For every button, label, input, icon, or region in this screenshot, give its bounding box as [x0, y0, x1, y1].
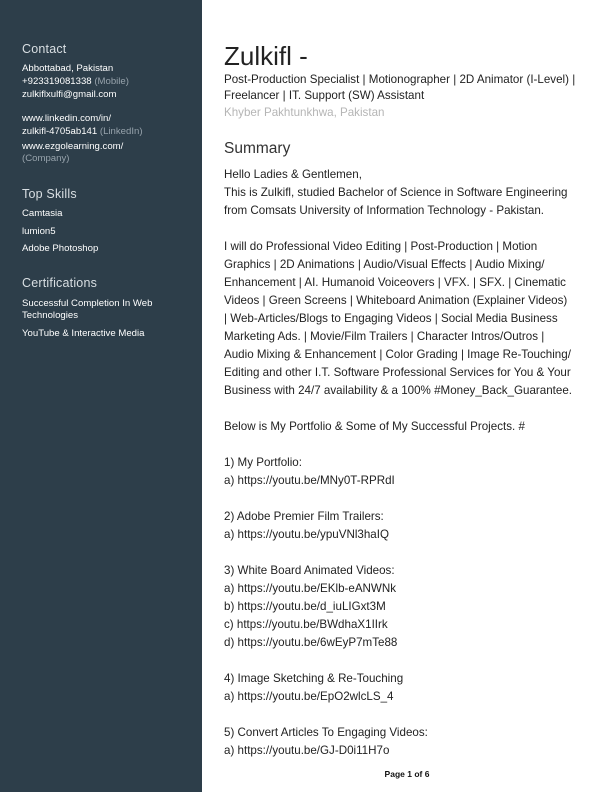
summary-line: Below is My Portfolio & Some of My Successful Projects. # — [224, 420, 525, 433]
summary-line: Hello Ladies & Gentlemen, — [224, 168, 362, 181]
summary-line: Audio Mixing & Enhancement | Color Grading | Image Re-Touching/ — [224, 348, 571, 361]
summary-line: Videos | Green Screens | Whiteboard Animation (Explainer Videos) — [224, 294, 568, 307]
portfolio-link[interactable]: a) https://youtu.be/EKlb-eANWNk — [224, 582, 397, 595]
summary-line: Enhancement | AI. Humanoid Voiceovers | VFX. | SFX. | Cinematic — [224, 276, 566, 289]
linkedin-url-line1[interactable]: www.linkedin.com/in/ — [22, 113, 112, 124]
portfolio-heading: 4) Image Sketching & Re-Touching — [224, 672, 404, 685]
portfolio-heading: 2) Adobe Premier Film Trailers: — [224, 510, 384, 523]
skill-item: lumion5 — [22, 226, 56, 237]
contact-email[interactable]: zulkiflxulfi@gmail.com — [22, 89, 117, 100]
portfolio-heading: 1) My Portfolio: — [224, 456, 302, 469]
phone-number: +923319081338 — [22, 76, 92, 87]
certifications-heading: Certifications — [22, 276, 98, 290]
page-number: Page 1 of 6 — [384, 769, 430, 779]
company-label: (Company) — [22, 153, 70, 164]
portfolio-link[interactable]: a) https://youtu.be/EpO2wlcLS_4 — [224, 690, 394, 703]
portfolio-link[interactable]: d) https://youtu.be/6wEyP7mTe88 — [224, 636, 398, 649]
portfolio-link[interactable]: a) https://youtu.be/GJ-D0i11H7o — [224, 744, 390, 757]
linkedin-url-line2[interactable] — [22, 126, 143, 138]
summary-line: I will do Professional Video Editing | Post-Production | Motion — [224, 240, 538, 253]
certification-item: Successful Completion In Web Technologies — [22, 298, 153, 321]
profile-headline: Post-Production Specialist | Motionographer | 2D Animator (I-Level) | Freelancer | IT. Support (SW) Assistant — [224, 73, 576, 102]
portfolio-link[interactable]: a) https://youtu.be/ypuVNl3haIQ — [224, 528, 389, 541]
portfolio-link[interactable]: b) https://youtu.be/d_iuLIGxt3M — [224, 600, 386, 613]
portfolio-heading: 3) White Board Animated Videos: — [224, 564, 395, 577]
summary-line: Graphics | 2D Animations | Audio/Visual Effects | Audio Mixing/ — [224, 258, 545, 271]
summary-line: Editing and other I.T. Software Professional Services for You & Your — [224, 366, 571, 379]
summary-line: Business with 24/7 availability & a 100% #Money_Back_Guarantee. — [224, 384, 573, 397]
linkedin-handle[interactable]: zulkifl-4705ab141 — [22, 126, 98, 137]
linkedin-label: (LinkedIn) — [99, 126, 143, 137]
top-skills-heading: Top Skills — [22, 187, 77, 201]
skill-item: Adobe Photoshop — [22, 243, 99, 254]
certification-item: YouTube & Interactive Media — [22, 328, 145, 339]
contact-heading: Contact — [22, 42, 67, 56]
portfolio-heading: 5) Convert Articles To Engaging Videos: — [224, 726, 428, 739]
summary-line: Marketing Ads. | Movie/Film Trailers | Character Intros/Outros | — [224, 330, 545, 343]
summary-heading: Summary — [224, 140, 291, 157]
contact-location: Abbottabad, Pakistan — [22, 63, 114, 74]
profile-name: Zulkifl - — [224, 41, 308, 71]
summary-line: This is Zulkifl, studied Bachelor of Science in Software Engineering — [224, 186, 568, 199]
summary-line: | Web-Articles/Blogs to Engaging Videos | Social Media Business — [224, 312, 558, 325]
profile-location: Khyber Pakhtunkhwa, Pakistan — [224, 106, 385, 119]
contact-phone — [22, 76, 129, 88]
phone-label: (Mobile) — [94, 76, 129, 87]
summary-line: from Comsats University of Information Technology - Pakistan. — [224, 204, 545, 217]
sidebar — [0, 0, 202, 792]
portfolio-link[interactable]: a) https://youtu.be/MNy0T-RPRdI — [224, 474, 395, 487]
portfolio-link[interactable]: c) https://youtu.be/BWdhaX1IIrk — [224, 618, 388, 631]
company-url[interactable]: www.ezgolearning.com/ — [22, 141, 124, 152]
skill-item: Camtasia — [22, 208, 63, 219]
